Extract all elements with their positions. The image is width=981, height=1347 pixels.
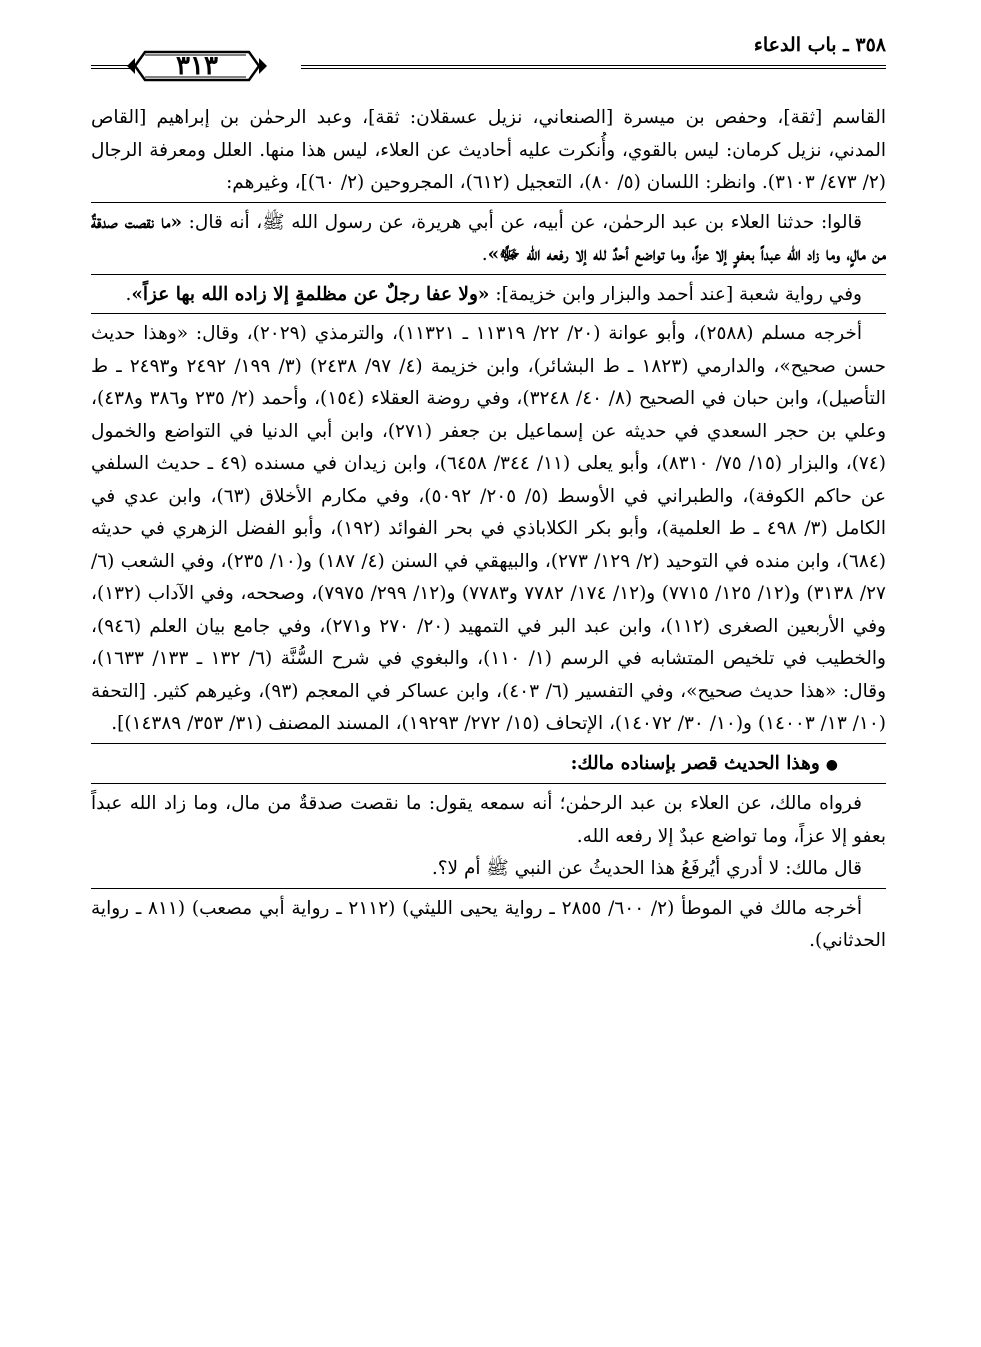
paragraph-p1 [91,102,886,200]
body-text: وفي رواية شعبة [عند أحمد والبزار وابن خزيمة]: [489,283,862,305]
paragraph-p6 [91,788,886,853]
hadith-text: «ولا عفا رجلٌ عن مظلمةٍ إلا زاده الله بها عزاً» [131,283,490,305]
paragraph-divider [91,313,886,314]
header-rule-right [301,65,886,69]
hadith-text: «ما نقصت صدقةٌ من مالٍ، وما زاد الله عبداً بعفوٍ إلا عزاً، وما تواضع أحدٌ لله إلا رفعه الله ﷻ» [91,211,886,265]
running-head: ٣٥٨ ـ باب الدعاء [753,34,886,56]
body-text: فرواه مالك، عن العلاء بن عبد الرحمٰن؛ أنه سمعه يقول: ما نقصت صدقةٌ من مال، وما زاد الله عبداً بعفو إلا عزاً، وما تواضع عبدٌ إلا رفعه الله. [91,793,886,847]
paragraph-p5 [91,748,886,782]
paragraph-p8 [91,893,886,958]
paragraph-p4 [91,318,886,741]
body-text: . [125,283,132,305]
page-number: ٣١٣ [176,51,218,81]
hadith-text: وهذا الحديث قصر بإسناده مالك: [570,752,820,774]
paragraph-p3 [91,279,886,312]
paragraph-divider [91,888,886,889]
paragraph-divider [91,783,886,784]
page-header [91,32,886,92]
body-text: قالوا: حدثنا العلاء بن عبد الرحمٰن، عن أبيه، عن أبي هريرة، عن رسول الله ﷺ، أنه قال: [182,211,862,233]
paragraph-divider [91,743,886,744]
page-body [91,102,886,958]
bullet-icon: ● [825,756,838,773]
page-number-ornament [123,46,271,86]
body-text: أخرجه مالك في الموطأ (٢/ ٦٠٠/ ٢٨٥٥ ـ رواية يحيى الليثي) (٢١١٢ ـ رواية أبي مصعب) (٨١١ ـ رواية الحدثاني). [91,897,886,951]
paragraph-p7 [91,853,886,886]
body-text: القاسم [ثقة]، وحفص بن ميسرة [الصنعاني، نزيل عسقلان: ثقة]، وعبد الرحمٰن بن إبراهيم [القاص المدني، نزيل كرمان: ليس بالقوي، وأُنكرت عليه أحاديث عن العلاء، ليس هذا منها. العلل ومعرفة الرجال (٢/ ٤٧٣/ ٣١٠٣). وانظر: اللسان (٥/ ٨٠)، التعجيل (٦١٢)، المجروحين (٢/ ٦٠)]، وغيرهم: [91,107,886,193]
body-text: أخرجه مسلم (٢٥٨٨)، وأبو عوانة (٢٠/ ٢٢/ ١١٣١٩ ـ ١١٣٢١)، والترمذي (٢٠٢٩)، وقال: «وهذا حديث حسن صحيح»، والدارمي (١٨٢٣ ـ ط البشائر)، وابن خزيمة (٤/ ٩٧/ ٢٤٣٨) (٣/ ١٩٩/ ٢٤٩٢ و٢٤٩٣ ـ ط التأصيل)، وابن حبان في الصحيح (٨/ ٤٠/ ٣٢٤٨)، وفي روضة العقلاء (١٥٤)، وأحمد (٢/ ٢٣٥ و٣٨٦ و٤٣٨)، وعلي بن حجر السعدي في حديثه عن إسماعيل بن جعفر (٢٧١)، وابن أبي الدنيا في التواضع والخمول (٧٤)، والبزار (١٥/ ٧٥/ ٨٣١٠)، وأبو يعلى (١١/ ٣٤٤/ ٦٤٥٨)، وابن زيدان في مسنده (٤٩ ـ حديث السلفي عن حاكم الكوفة)، والطبراني في الأوسط (٥/ ٢٠٥/ ٥٠٩٢)، وفي مكارم الأخلاق (٦٣)، وابن عدي في الكامل (٣/ ٤٩٨ ـ ط العلمية)، وأبو بكر الكلاباذي في بحر الفوائد (١٩٢)، وأبو الفضل الزهري في حديثه (٦٨٤)، وابن منده في التوحيد (٢/ ١٢٩/ ٢٧٣)، والبيهقي في السنن (٤/ ١٨٧) و(١٠/ ٢٣٥)، وفي الشعب (٦/ ٢٧/ ٣١٣٨) و(١٢/ ١٢٥/ ٧٧١٥) و(١٢/ ١٧٤/ ٧٧٨٢ و٧٧٨٣) و(١٢/ ٢٩٩/ ٧٩٧٥)، وصححه، وفي الآداب (١٣٢)، وفي الأربعين الصغرى (١١٢)، وابن عبد البر في التمهيد (٢٠/ ٢٧٠ و٢٧١)، وفي جامع بيان العلم (٩٤٦)، والخطيب في تلخيص المتشابه في الرسم (١/ ١١٠)، والبغوي في شرح السُّنَّة (٦/ ١٣٢ ـ ١٣٣/ ١٦٣٣)، وقال: «هذا حديث صحيح»، وفي التفسير (٦/ ٤٠٣)، وابن عساكر في المعجم (٩٣)، وغيرهم كثير. [التحفة (١٠/ ١٣/ ١٤٠٠٣) و(١٠/ ٣٠/ ١٤٠٧٢)، الإتحاف (١٥/ ٢٧٢/ ١٩٢٩٣)، المسند المصنف (٣١/ ٣٥٣/ ١٤٣٨٩)]. [91,323,887,734]
paragraph-divider [91,274,886,275]
paragraph-divider [91,202,886,203]
body-text: قال مالك: لا أدري أيُرفَعُ هذا الحديثُ عن النبي ﷺ أم لا؟. [431,858,862,879]
body-text: . [481,244,488,265]
paragraph-p2 [91,207,886,272]
